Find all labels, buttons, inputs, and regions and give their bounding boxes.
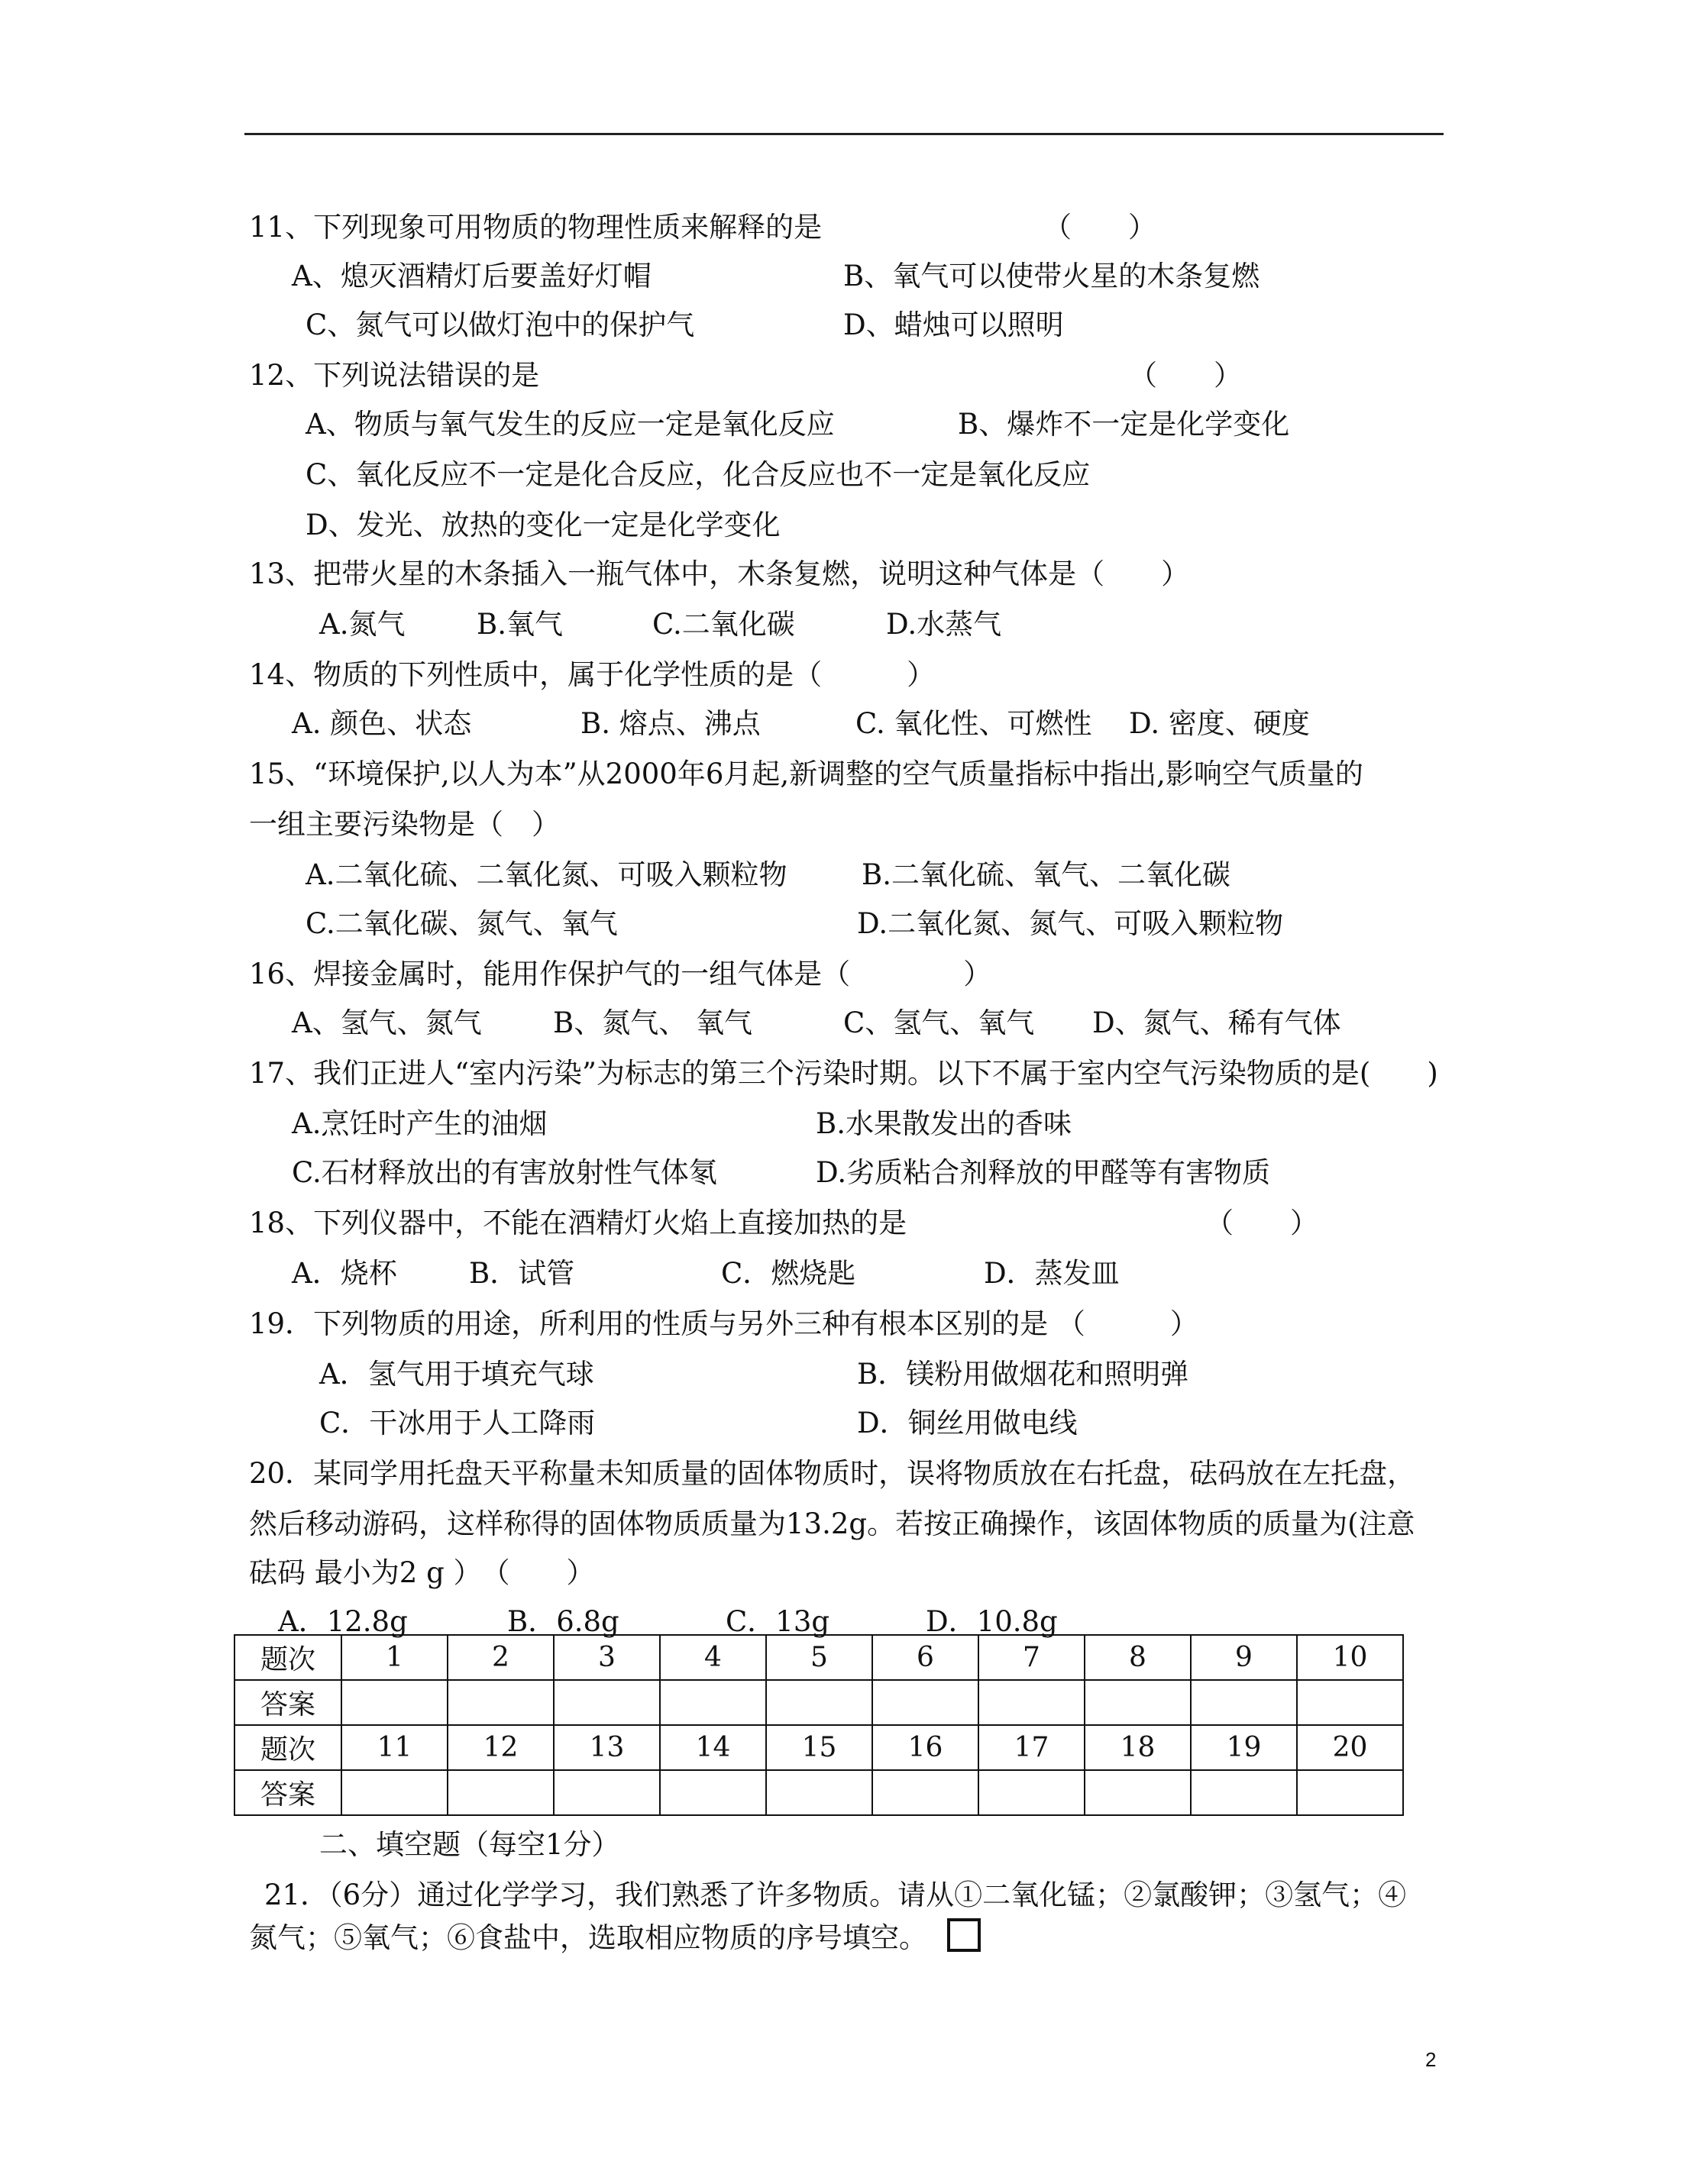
answer-cell[interactable] bbox=[554, 1770, 660, 1815]
question-number-cell: 11 bbox=[341, 1725, 448, 1770]
answer-cell[interactable] bbox=[660, 1680, 766, 1725]
answer-cell[interactable] bbox=[872, 1680, 978, 1725]
answer-cell[interactable] bbox=[660, 1770, 766, 1815]
question-13-option-b: B.氧气 bbox=[477, 608, 563, 641]
question-number-cell: 16 bbox=[872, 1725, 978, 1770]
table-row bbox=[234, 1725, 1403, 1770]
answer-cell[interactable] bbox=[978, 1770, 1085, 1815]
question-number-cell: 18 bbox=[1085, 1725, 1191, 1770]
answer-cell[interactable] bbox=[448, 1680, 554, 1725]
question-number-cell: 14 bbox=[660, 1725, 766, 1770]
question-12-option-c: C、氧化反应不一定是化合反应，化合反应也不一定是氧化反应 bbox=[306, 458, 1091, 491]
answer-box[interactable] bbox=[947, 1918, 981, 1952]
question-number-cell: 17 bbox=[978, 1725, 1085, 1770]
question-15-option-a: A.二氧化硫、二氧化氮、可吸入颗粒物 bbox=[306, 858, 787, 891]
answer-cell[interactable] bbox=[1085, 1680, 1191, 1725]
header-rule bbox=[244, 133, 1444, 135]
question-16-option-a: A、氢气、氮气 bbox=[292, 1006, 482, 1039]
table-row bbox=[234, 1635, 1403, 1680]
row-label-question: 题次 bbox=[234, 1635, 341, 1680]
table-row bbox=[234, 1770, 1403, 1815]
question-17-stem: 17、我们正进人“室内污染”为标志的第三个污染时期。以下不属于室内空气污染物质的是( ) bbox=[249, 1057, 1438, 1090]
question-13-option-d: D.水蒸气 bbox=[886, 608, 1002, 641]
question-21-line-2: 氮气；⑤氧气；⑥食盐中，选取相应物质的序号填空。 bbox=[249, 1921, 927, 1954]
question-11-option-c: C、氮气可以做灯泡中的保护气 bbox=[306, 309, 695, 341]
question-20-stem-line-2: 然后移动游码，这样称得的固体物质质量为13.2g。若按正确操作，该固体物质的质量为(注意 bbox=[249, 1507, 1415, 1540]
question-20-option-c: C．13g bbox=[726, 1605, 830, 1638]
question-12-option-d: D、发光、放热的变化一定是化学变化 bbox=[306, 509, 781, 541]
section-2-heading: 二、填空题（每空1分） bbox=[319, 1828, 620, 1861]
question-17-option-d: D.劣质粘合剂释放的甲醛等有害物质 bbox=[816, 1156, 1271, 1189]
answer-cell[interactable] bbox=[766, 1680, 872, 1725]
answer-table bbox=[234, 1634, 1404, 1816]
question-13-option-c: C.二氧化碳 bbox=[652, 608, 795, 641]
question-number-cell: 8 bbox=[1085, 1635, 1191, 1680]
row-label-answer: 答案 bbox=[234, 1680, 341, 1725]
question-20-option-b: B．6.8g bbox=[507, 1605, 619, 1638]
question-number-cell: 4 bbox=[660, 1635, 766, 1680]
question-12-option-a: A、物质与氧气发生的反应一定是氧化反应 bbox=[306, 408, 835, 441]
question-14-stem: 14、物质的下列性质中，属于化学性质的是（ ） bbox=[249, 658, 936, 691]
question-number-cell: 7 bbox=[978, 1635, 1085, 1680]
question-18-paren: （ ） bbox=[1205, 1207, 1318, 1239]
question-18-stem: 18、下列仪器中，不能在酒精灯火焰上直接加热的是 bbox=[249, 1207, 907, 1239]
question-18-option-b: B．试管 bbox=[469, 1257, 575, 1290]
question-number-cell: 15 bbox=[766, 1725, 872, 1770]
question-21-line-1: 21．（6分）通过化学学习，我们熟悉了许多物质。请从①二氧化锰；②氯酸钾；③氢气；④ bbox=[264, 1879, 1407, 1911]
question-18-option-a: A．烧杯 bbox=[292, 1257, 397, 1290]
question-14-option-b: B. 熔点、沸点 bbox=[580, 707, 761, 740]
question-19-option-c: C．干冰用于人工降雨 bbox=[319, 1407, 596, 1439]
question-17-option-b: B.水果散发出的香味 bbox=[816, 1107, 1072, 1140]
question-19-option-b: B．镁粉用做烟花和照明弹 bbox=[857, 1358, 1189, 1391]
question-18-option-d: D．蒸发皿 bbox=[984, 1257, 1120, 1290]
question-11-stem: 11、下列现象可用物质的物理性质来解释的是 bbox=[249, 211, 823, 244]
question-11-paren: （ ） bbox=[1043, 211, 1156, 244]
table-row bbox=[234, 1680, 1403, 1725]
question-number-cell: 20 bbox=[1297, 1725, 1403, 1770]
answer-cell[interactable] bbox=[1085, 1770, 1191, 1815]
question-number-cell: 10 bbox=[1297, 1635, 1403, 1680]
question-19-stem: 19．下列物质的用途，所利用的性质与另外三种有根本区别的是 （ ） bbox=[249, 1307, 1198, 1340]
question-20-stem-line-1: 20．某同学用托盘天平称量未知质量的固体物质时，误将物质放在右托盘，砝码放在左托盘， bbox=[249, 1457, 1416, 1490]
question-number-cell: 2 bbox=[448, 1635, 554, 1680]
question-11-option-b: B、氧气可以使带火星的木条复燃 bbox=[843, 260, 1260, 292]
question-13-option-a: A.氮气 bbox=[319, 608, 406, 641]
question-12-stem: 12、下列说法错误的是 bbox=[249, 359, 540, 392]
answer-cell[interactable] bbox=[1191, 1770, 1297, 1815]
question-16-option-c: C、氢气、氧气 bbox=[843, 1006, 1035, 1039]
question-15-stem-line-2: 一组主要污染物是（ ） bbox=[249, 808, 560, 841]
question-number-cell: 1 bbox=[341, 1635, 448, 1680]
question-19-option-a: A．氢气用于填充气球 bbox=[319, 1358, 594, 1391]
question-16-option-b: B、氮气、 氧气 bbox=[553, 1006, 752, 1039]
page-number: 2 bbox=[1425, 2048, 1437, 2071]
question-16-option-d: D、氮气、稀有气体 bbox=[1092, 1006, 1341, 1039]
question-12-option-b: B、爆炸不一定是化学变化 bbox=[958, 408, 1290, 441]
question-number-cell: 5 bbox=[766, 1635, 872, 1680]
question-number-cell: 6 bbox=[872, 1635, 978, 1680]
row-label-question: 题次 bbox=[234, 1725, 341, 1770]
answer-cell[interactable] bbox=[872, 1770, 978, 1815]
question-18-option-c: C．燃烧匙 bbox=[721, 1257, 856, 1290]
answer-cell[interactable] bbox=[554, 1680, 660, 1725]
question-14-option-a: A. 颜色、状态 bbox=[292, 707, 472, 740]
question-14-option-d: D. 密度、硬度 bbox=[1129, 707, 1310, 740]
answer-cell[interactable] bbox=[1191, 1680, 1297, 1725]
question-number-cell: 12 bbox=[448, 1725, 554, 1770]
question-14-option-c: C. 氧化性、可燃性 bbox=[855, 707, 1092, 740]
question-20-option-d: D．10.8g bbox=[926, 1605, 1058, 1638]
question-19-option-d: D．铜丝用做电线 bbox=[857, 1407, 1078, 1439]
question-20-stem-line-3: 砝码 最小为2 g ） （ ） bbox=[249, 1556, 595, 1589]
question-17-option-a: A.烹饪时产生的油烟 bbox=[292, 1107, 548, 1140]
question-15-stem-line-1: 15、“环境保护,以人为本”从2000年6月起,新调整的空气质量指标中指出,影响空气质量的 bbox=[249, 758, 1363, 790]
question-13-stem: 13、把带火星的木条插入一瓶气体中，木条复燃，说明这种气体是（ ） bbox=[249, 557, 1190, 590]
answer-cell[interactable] bbox=[1297, 1770, 1403, 1815]
question-number-cell: 13 bbox=[554, 1725, 660, 1770]
question-16-stem: 16、焊接金属时，能用作保护气的一组气体是（ ） bbox=[249, 958, 992, 990]
question-number-cell: 19 bbox=[1191, 1725, 1297, 1770]
answer-cell[interactable] bbox=[341, 1680, 448, 1725]
question-11-option-d: D、蜡烛可以照明 bbox=[843, 309, 1064, 341]
answer-cell[interactable] bbox=[341, 1770, 448, 1815]
question-15-option-c: C.二氧化碳、氮气、氧气 bbox=[306, 907, 618, 940]
question-11-option-a: A、熄灭酒精灯后要盖好灯帽 bbox=[292, 260, 652, 292]
question-15-option-b: B.二氧化硫、氧气、二氧化碳 bbox=[862, 858, 1230, 891]
answer-cell[interactable] bbox=[978, 1680, 1085, 1725]
question-number-cell: 3 bbox=[554, 1635, 660, 1680]
row-label-answer: 答案 bbox=[234, 1770, 341, 1815]
answer-cell[interactable] bbox=[448, 1770, 554, 1815]
question-number-cell: 9 bbox=[1191, 1635, 1297, 1680]
answer-cell[interactable] bbox=[1297, 1680, 1403, 1725]
question-15-option-d: D.二氧化氮、氮气、可吸入颗粒物 bbox=[857, 907, 1284, 940]
question-20-option-a: A．12.8g bbox=[278, 1605, 408, 1638]
question-17-option-c: C.石材释放出的有害放射性气体氡 bbox=[292, 1156, 717, 1189]
question-12-paren: （ ） bbox=[1129, 359, 1242, 392]
answer-cell[interactable] bbox=[766, 1770, 872, 1815]
